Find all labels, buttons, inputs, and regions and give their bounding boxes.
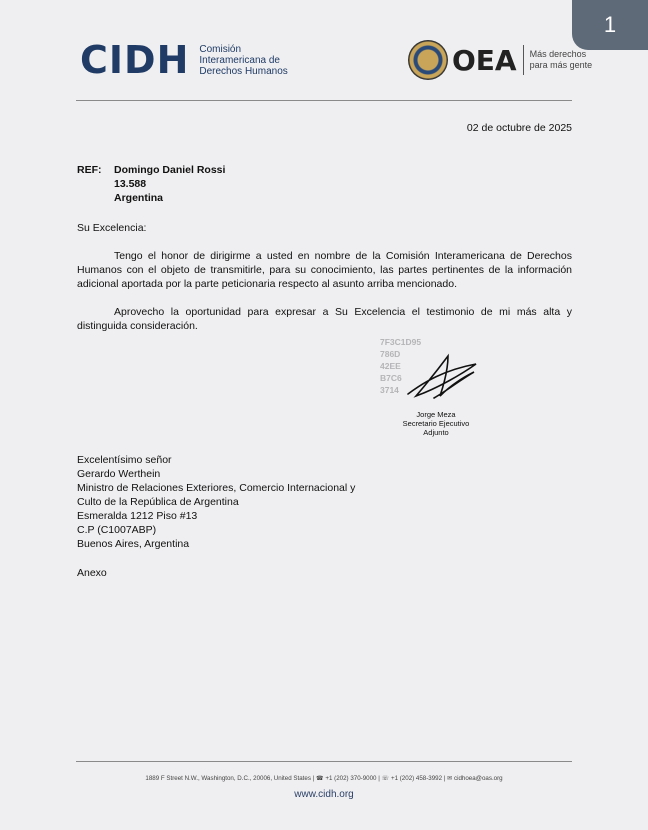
cidh-logo bbox=[80, 38, 288, 82]
signatory-title-2: Adjunto bbox=[423, 428, 449, 437]
ref-number: 13.588 bbox=[114, 178, 147, 190]
handwritten-signature bbox=[404, 352, 484, 402]
ref-country: Argentina bbox=[114, 192, 164, 204]
oea-divider bbox=[523, 45, 524, 75]
oea-logo-mark: OEA bbox=[452, 43, 517, 77]
addressee-line-7: Buenos Aires, Argentina bbox=[77, 538, 190, 550]
addressee-line-4: Culto de la República de Argentina bbox=[77, 496, 239, 508]
stamp-line-1: 7F3C1D95 bbox=[380, 337, 422, 347]
oea-tagline-1: Más derechos bbox=[529, 49, 587, 59]
footer-contact: 1889 F Street N.W., Washington, D.C., 20006, United States | ☎ +1 (202) 370-9000 | ☏ +1 (202) 458-3992 | ✉ cidhoea@oas.org bbox=[145, 775, 503, 782]
oea-logo bbox=[408, 40, 592, 80]
cidh-logo-text bbox=[199, 44, 287, 77]
addressee-line-2: Gerardo Werthein bbox=[77, 468, 161, 480]
stamp-line-5: 3714 bbox=[380, 385, 399, 395]
addressee-line-3: Ministro de Relaciones Exteriores, Comercio Internacional y bbox=[77, 482, 356, 494]
stamp-line-2: 786D bbox=[380, 349, 401, 359]
stamp-line-3: 42EE bbox=[380, 361, 401, 371]
salutation: Su Excelencia: bbox=[77, 222, 147, 234]
cidh-line-2: Interamericana de bbox=[199, 54, 280, 66]
addressee-line-1: Excelentísimo señor bbox=[77, 454, 172, 466]
signatory-name: Jorge Meza bbox=[416, 410, 456, 419]
letter-date: 02 de octubre de 2025 bbox=[466, 122, 572, 134]
annex-label: Anexo bbox=[77, 567, 107, 579]
oea-tagline-2: para más gente bbox=[529, 60, 593, 70]
body-paragraph-2: Aprovecho la oportunidad para expresar a Su Excelencia el testimonio de mi más alta y distinguida consideración. bbox=[77, 306, 572, 332]
signature-block bbox=[394, 410, 478, 437]
addressee-line-5: Esmeralda 1212 Piso #13 bbox=[77, 510, 198, 522]
addressee-line-6: C.P (C1007ABP) bbox=[77, 524, 157, 536]
ref-label: REF: bbox=[77, 164, 102, 176]
oea-tagline bbox=[530, 49, 593, 71]
page-number-badge: 1 bbox=[572, 0, 648, 50]
ref-name: Domingo Daniel Rossi bbox=[114, 164, 226, 176]
oea-seal-icon bbox=[408, 40, 448, 80]
addressee-block bbox=[77, 453, 355, 551]
cidh-line-3: Derechos Humanos bbox=[199, 65, 288, 77]
footer-website-link[interactable]: www.cidh.org bbox=[294, 789, 354, 800]
cidh-logo-mark: CIDH bbox=[80, 38, 190, 82]
signatory-title-1: Secretario Ejecutivo bbox=[402, 419, 470, 428]
header-rule bbox=[76, 100, 572, 101]
body-paragraph-1: Tengo el honor de dirigirme a usted en nombre de la Comisión Interamericana de Derechos Humanos con el objeto de transmitirle, para su conocimiento, las partes pertinentes de la información adicional aportada por la parte peticionaria respecto al asunto arriba mencionado. bbox=[77, 250, 572, 290]
footer-rule bbox=[76, 761, 572, 762]
ref-block bbox=[114, 163, 225, 205]
cidh-line-1: Comisión bbox=[199, 43, 242, 55]
stamp-line-4: B7C6 bbox=[380, 373, 402, 383]
